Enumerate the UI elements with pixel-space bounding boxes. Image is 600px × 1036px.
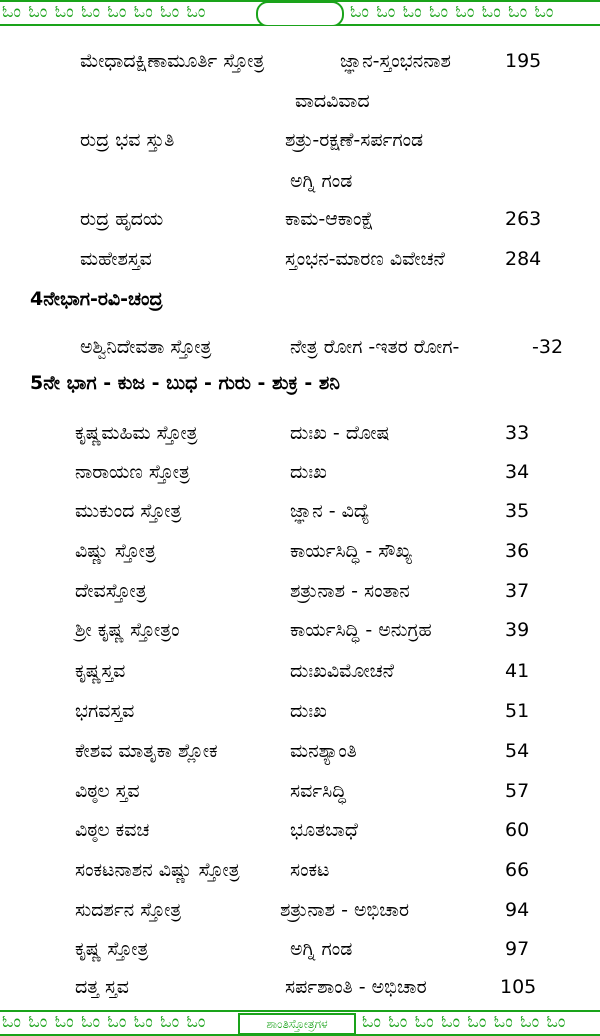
top-border-pattern-right: ಓಂ ಓಂ ಓಂ ಓಂ ಓಂ ಓಂ ಓಂ ಓಂ <box>350 2 555 22</box>
section-5-heading: 5ನೇ ಭಾಗ - ಕುಜ - ಬುಧ - ಗುರು - ಶುಕ್ರ - ಶನಿ <box>30 372 340 394</box>
bottom-border <box>0 1010 600 1036</box>
top-border-pattern-left: ಓಂ ಓಂ ಓಂ ಓಂ ಓಂ ಓಂ ಓಂ ಓಂ <box>2 2 207 22</box>
top-border <box>0 0 600 26</box>
top-border-oval <box>256 1 344 26</box>
section-4-heading: 4ನೇಭಾಗ-ರವಿ-ಚಂದ್ರ <box>30 288 163 310</box>
bottom-border-pattern-right: ಓಂ ಓಂ ಓಂ ಓಂ ಓಂ ಓಂ ಓಂ ಓಂ <box>362 1012 567 1032</box>
bottom-border-pattern-left: ಓಂ ಓಂ ಓಂ ಓಂ ಓಂ ಓಂ ಓಂ ಓಂ <box>2 1012 207 1032</box>
footer-label: ಶಾಂತಿಸ್ತೋತ್ರಗಳ <box>238 1013 356 1035</box>
